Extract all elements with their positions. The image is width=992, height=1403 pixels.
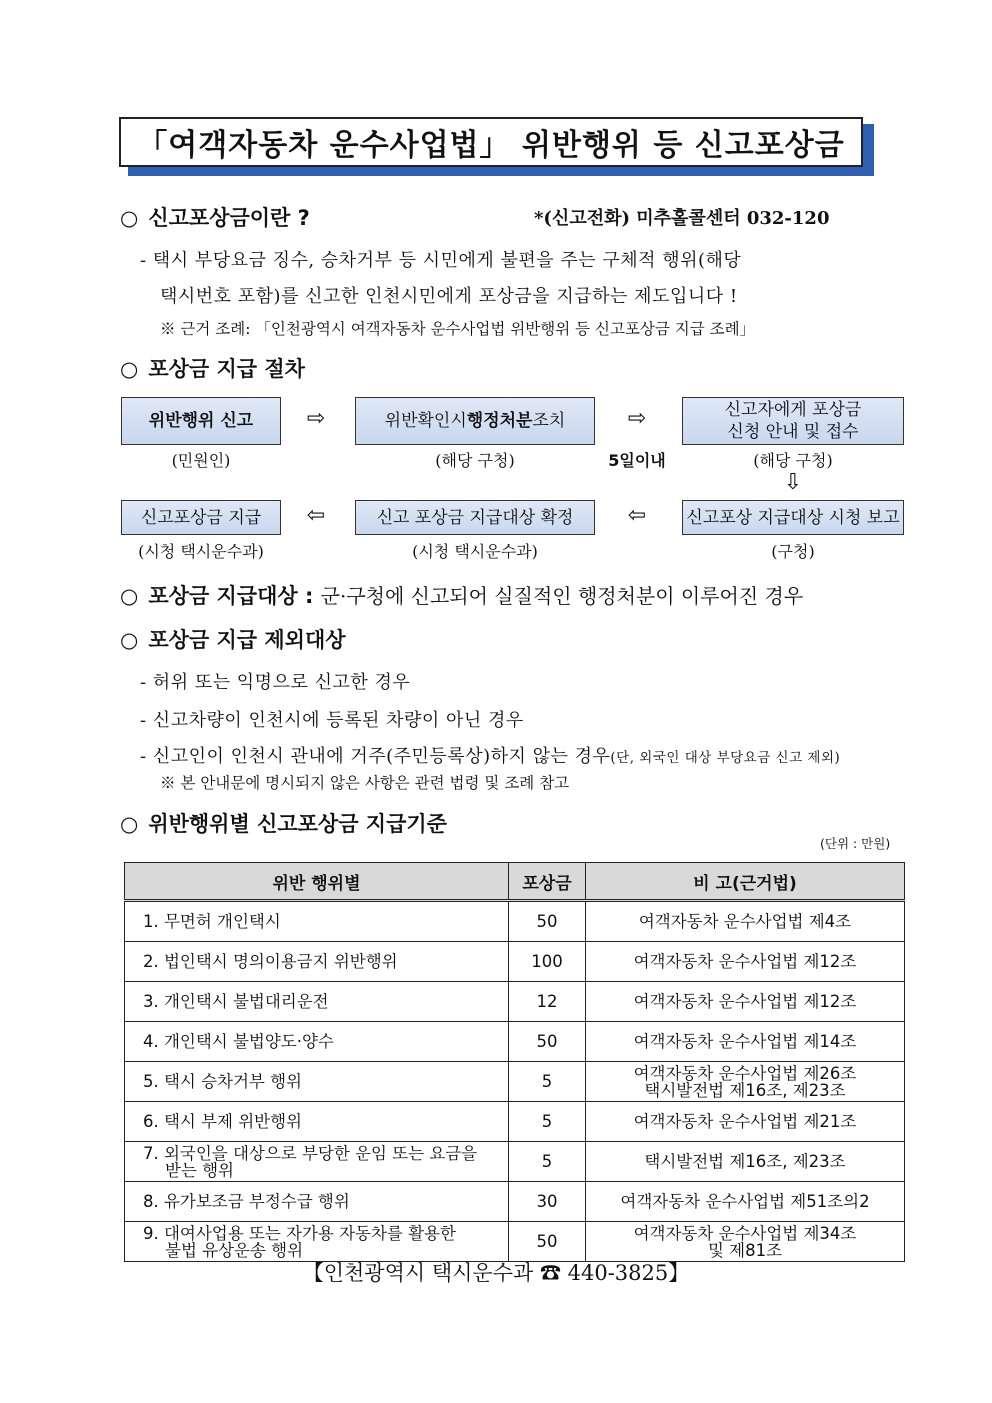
section-heading-criteria bbox=[120, 808, 447, 838]
circle-bullet-icon: ○ bbox=[120, 357, 139, 381]
arrow-down-icon: ⇩ bbox=[783, 470, 803, 495]
circle-bullet-icon: ○ bbox=[120, 812, 139, 836]
table-row bbox=[125, 1182, 905, 1222]
arrow-left-icon: ⇦ bbox=[627, 503, 647, 528]
section-heading-exclusions bbox=[120, 624, 346, 654]
bracket-open: 【 bbox=[302, 1261, 324, 1285]
cell-basis: 여객자동차 운수사업법 제21조 bbox=[586, 1102, 905, 1142]
cell-violation: 4. 개인택시 불법양도·양수 bbox=[125, 1022, 509, 1062]
cell-violation: 3. 개인택시 불법대리운전 bbox=[125, 982, 509, 1022]
heading-text: 포상금 지급 절차 bbox=[148, 357, 305, 381]
step-line-2: 신청 안내 및 접수 bbox=[727, 422, 859, 442]
table-row bbox=[125, 1142, 905, 1182]
reward-criteria-table bbox=[124, 862, 905, 1262]
cell-basis: 여객자동차 운수사업법 제12조 bbox=[586, 942, 905, 982]
cell-basis: 여객자동차 운수사업법 제12조 bbox=[586, 982, 905, 1022]
cell-violation: 1. 무면허 개인택시 bbox=[125, 901, 509, 942]
flow-caption-confirm: (시청 택시운수과) bbox=[412, 542, 538, 561]
arrow-left-icon: ⇦ bbox=[306, 503, 326, 528]
cell-violation: 5. 택시 승차거부 행위 bbox=[125, 1062, 509, 1102]
cell-violation bbox=[125, 1142, 509, 1182]
reference-note: ※ 본 안내문에 명시되지 않은 사항은 관련 법령 및 조례 참고 bbox=[160, 774, 570, 792]
flow-caption-application: (해당 구청) bbox=[753, 451, 833, 470]
flow-step-report: 위반행위 신고 bbox=[121, 397, 281, 445]
section-heading-what bbox=[120, 202, 310, 232]
exclusion-item-2: - 신고차량이 인천시에 등록된 차량이 아닌 경우 bbox=[140, 710, 524, 731]
cell-amount: 30 bbox=[509, 1182, 586, 1222]
basis-line-2: 택시발전법 제16조, 제23조 bbox=[644, 1080, 846, 1100]
footer-contact bbox=[0, 1257, 992, 1287]
unit-label: (단위 : 만원) bbox=[820, 836, 891, 851]
violation-line-1: 9. 대여사업용 또는 자가용 자동차를 활용한 bbox=[143, 1223, 456, 1243]
arrow-right-icon: ⇨ bbox=[306, 406, 326, 431]
flow-step-city-report: 신고포상 지급대상 시청 보고 bbox=[682, 500, 904, 535]
table-row bbox=[125, 942, 905, 982]
circle-bullet-icon: ○ bbox=[120, 628, 139, 652]
step-label-bold: 행정처분 bbox=[466, 411, 533, 431]
flow-caption-payment: (시청 택시운수과) bbox=[138, 542, 264, 561]
exclusion-item-3 bbox=[140, 742, 840, 768]
period-label: 5일이내 bbox=[608, 451, 666, 470]
flow-step-application bbox=[682, 397, 904, 445]
flow-step-admin-action bbox=[355, 397, 595, 445]
table-row bbox=[125, 1022, 905, 1062]
step-label-pre: 위반확인시 bbox=[384, 411, 467, 431]
table-row bbox=[125, 1102, 905, 1142]
description-line-1: - 택시 부당요금 징수, 승차거부 등 시민에게 불편을 주는 구체적 행위(해당 bbox=[140, 250, 742, 271]
basis-line-1: 여객자동차 운수사업법 제34조 bbox=[633, 1223, 857, 1243]
column-header-violation: 위반 행위별 bbox=[125, 863, 509, 901]
page-title: 「여객자동차 운수사업법」 위반행위 등 신고포상금 bbox=[119, 117, 863, 167]
violation-line-2: 받는 행위 bbox=[165, 1160, 235, 1180]
step-label-post: 조치 bbox=[532, 411, 566, 431]
table-row bbox=[125, 1062, 905, 1102]
exclusion-item-3-text: - 신고인이 인천시 관내에 거주(주민등록상)하지 않는 경우 bbox=[140, 746, 611, 767]
cell-amount: 50 bbox=[509, 1022, 586, 1062]
section-heading-procedure bbox=[120, 353, 305, 383]
footer-dept: 인천광역시 택시운수과 bbox=[323, 1261, 540, 1285]
exclusion-item-3-note: (단, 외국인 대상 부당요금 신고 제외) bbox=[610, 750, 841, 766]
circle-bullet-icon: ○ bbox=[120, 206, 139, 230]
flow-caption-city-report: (구청) bbox=[771, 542, 815, 561]
cell-basis: 여객자동차 운수사업법 제51조의2 bbox=[586, 1182, 905, 1222]
cell-amount: 100 bbox=[509, 942, 586, 982]
table-row bbox=[125, 1222, 905, 1262]
phone-icon: ☎ bbox=[539, 1261, 561, 1285]
cell-basis: 택시발전법 제16조, 제23조 bbox=[586, 1142, 905, 1182]
cell-amount: 50 bbox=[509, 1222, 586, 1262]
footer-phone: 440-3825 bbox=[560, 1261, 669, 1285]
step-line-1: 신고자에게 포상금 bbox=[724, 400, 862, 420]
description-line-2: 택시번호 포함)를 신고한 인천시민에게 포상금을 지급하는 제도입니다 ! bbox=[160, 286, 738, 307]
cell-basis: 여객자동차 운수사업법 제4조 bbox=[586, 901, 905, 942]
violation-line-2: 불법 유상운송 행위 bbox=[165, 1240, 304, 1260]
heading-text: 위반행위별 신고포상금 지급기준 bbox=[148, 812, 447, 836]
bracket-close: 】 bbox=[668, 1261, 690, 1285]
circle-bullet-icon: ○ bbox=[120, 584, 139, 608]
arrow-right-icon: ⇨ bbox=[627, 406, 647, 431]
flow-step-payment: 신고포상금 지급 bbox=[121, 500, 281, 535]
column-header-basis: 비 고(근거법) bbox=[586, 863, 905, 901]
table-row bbox=[125, 982, 905, 1022]
eligibility-text: 군·구청에 신고되어 실질적인 행정처분이 이루어진 경우 bbox=[320, 584, 804, 608]
violation-line-1: 7. 외국인을 대상으로 부당한 운임 또는 요금을 bbox=[143, 1143, 478, 1163]
cell-violation: 2. 법인택시 명의이용금지 위반행위 bbox=[125, 942, 509, 982]
heading-text: 포상금 지급대상 : bbox=[148, 584, 314, 608]
heading-text: 신고포상금이란 ? bbox=[148, 206, 310, 230]
cell-violation bbox=[125, 1222, 509, 1262]
basis-line-1: 여객자동차 운수사업법 제26조 bbox=[633, 1063, 857, 1083]
flow-caption-report: (민원인) bbox=[171, 451, 231, 470]
cell-basis bbox=[586, 1222, 905, 1262]
cell-amount: 5 bbox=[509, 1142, 586, 1182]
flow-step-confirm: 신고 포상금 지급대상 확정 bbox=[355, 500, 595, 535]
table-header-row bbox=[125, 863, 905, 901]
cell-violation: 8. 유가보조금 부정수급 행위 bbox=[125, 1182, 509, 1222]
table-row bbox=[125, 901, 905, 942]
legal-basis-note: ※ 근거 조례: 「인천광역시 여객자동차 운수사업법 위반행위 등 신고포상금 지급 조례」 bbox=[160, 320, 756, 338]
exclusion-item-1: - 허위 또는 익명으로 신고한 경우 bbox=[140, 672, 411, 693]
section-eligibility bbox=[120, 580, 803, 610]
cell-amount: 5 bbox=[509, 1102, 586, 1142]
cell-amount: 12 bbox=[509, 982, 586, 1022]
report-phone-note: *(신고전화) 미추홀콜센터 032-120 bbox=[534, 208, 830, 229]
cell-basis: 여객자동차 운수사업법 제14조 bbox=[586, 1022, 905, 1062]
cell-violation: 6. 택시 부제 위반행위 bbox=[125, 1102, 509, 1142]
column-header-amount: 포상금 bbox=[509, 863, 586, 901]
basis-line-2: 및 제81조 bbox=[707, 1240, 783, 1260]
flow-caption-admin-action: (해당 구청) bbox=[435, 451, 515, 470]
cell-basis bbox=[586, 1062, 905, 1102]
heading-text: 포상금 지급 제외대상 bbox=[148, 628, 346, 652]
cell-amount: 50 bbox=[509, 901, 586, 942]
cell-amount: 5 bbox=[509, 1062, 586, 1102]
